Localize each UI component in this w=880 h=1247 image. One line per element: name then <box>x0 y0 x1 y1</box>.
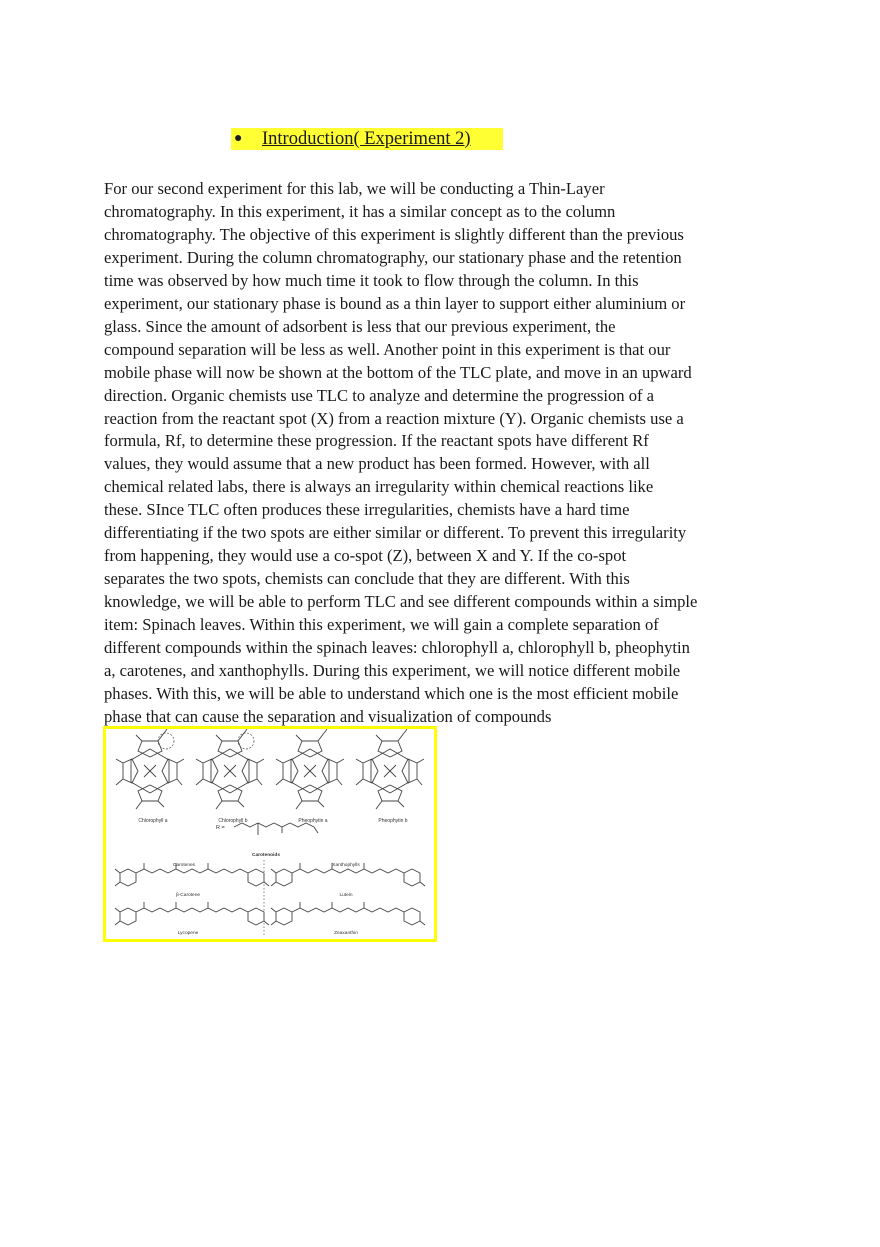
structure-label-pheophytin-a: Pheophytin a <box>298 818 328 824</box>
heading-text: Introduction( Experiment 2) <box>262 129 471 149</box>
text-line: item: Spinach leaves. Within this experiment, we will gain a complete separation of <box>104 615 659 635</box>
text-line: direction. Organic chemists use TLC to analyze and determine the progression of a <box>104 385 655 405</box>
structure-label-pheophytin-b: Pheophytin b <box>378 818 408 824</box>
zeaxanthin-label: Zeaxanthin <box>334 931 358 936</box>
structure-label-chlorophyll-b: Chlorophyll b <box>218 818 248 824</box>
text-line: time was observed by how much time it took to flow through the column. In this <box>104 270 639 290</box>
structures-drawing <box>106 729 434 939</box>
lycopene-label: Lycopene <box>177 931 199 936</box>
structure-label-chlorophyll-a: Chlorophyll a <box>138 818 168 824</box>
pigment-structures-figure <box>103 726 437 942</box>
text-line: chemical related labs, there is always an irregularity within chemical reactions like <box>104 477 654 497</box>
text-line: from happening, they would use a co-spot (Z), between X and Y. If the co-spot <box>104 546 627 566</box>
section-heading <box>231 128 503 150</box>
chlorophyll-b-structure <box>196 729 264 809</box>
xanthophylls-title: Xanthophylls <box>332 863 360 868</box>
r-group-label: R = <box>216 825 225 831</box>
text-line: mobile phase will now be shown at the bottom of the TLC plate, and move in an upward <box>104 362 692 382</box>
pheophytin-a-structure <box>276 729 344 809</box>
lycopene-structure <box>115 902 269 925</box>
carotenoids-title: Carotenoids <box>252 853 280 858</box>
text-line: phases. With this, we will be able to understand which one is the most efficient mobile <box>104 683 679 703</box>
lutein-label: Lutein <box>339 893 353 898</box>
text-line: chromatography. In this experiment, it has a similar concept as to the column <box>104 201 616 221</box>
text-line: differentiating if the two spots are either similar or different. To prevent this irregularity <box>104 523 687 543</box>
text-line: these. SInce TLC often produces these irregularities, chemists have a hard time <box>104 500 630 520</box>
text-line: reaction from the reactant spot (X) from a reaction mixture (Y). Organic chemists use a <box>104 408 684 428</box>
chlorophyll-a-structure <box>116 729 184 809</box>
text-line: experiment, our stationary phase is bound as a thin layer to support either aluminium or <box>104 293 686 313</box>
pheophytin-b-structure <box>356 729 424 809</box>
text-line: glass. Since the amount of adsorbent is less that our previous experiment, the <box>104 316 616 336</box>
text-line: experiment. During the column chromatography, our stationary phase and the retention <box>104 247 682 267</box>
text-line: different compounds within the spinach leaves: chlorophyll a, chlorophyll b, pheophytin <box>104 638 690 658</box>
text-line: For our second experiment for this lab, we will be conducting a Thin-Layer <box>104 179 605 198</box>
text-line: chromatography. The objective of this experiment is slightly different than the previous <box>104 224 684 244</box>
beta-carotene-label: β-Carotene <box>175 893 201 898</box>
phytyl-chain <box>234 823 318 835</box>
text-line: separates the two spots, chemists can conclude that they are different. With this <box>104 569 630 589</box>
text-line: a, carotenes, and xanthophylls. During this experiment, we will notice different mobile <box>104 661 681 681</box>
text-line: phase that can cause the separation and visualization of compounds <box>104 706 552 726</box>
body-paragraph <box>104 178 744 729</box>
text-line: formula, Rf, to determine these progression. If the reactant spots have different Rf <box>104 431 649 451</box>
text-line: values, they would assume that a new product has been formed. However, with all <box>104 454 650 474</box>
text-line: compound separation will be less as well. Another point in this experiment is that our <box>104 339 671 359</box>
zeaxanthin-structure <box>271 902 425 925</box>
text-line: knowledge, we will be able to perform TLC and see different compounds within a simple <box>104 592 698 612</box>
carotenes-title: Carotenes <box>172 863 196 868</box>
bullet-icon: ● <box>234 131 243 146</box>
